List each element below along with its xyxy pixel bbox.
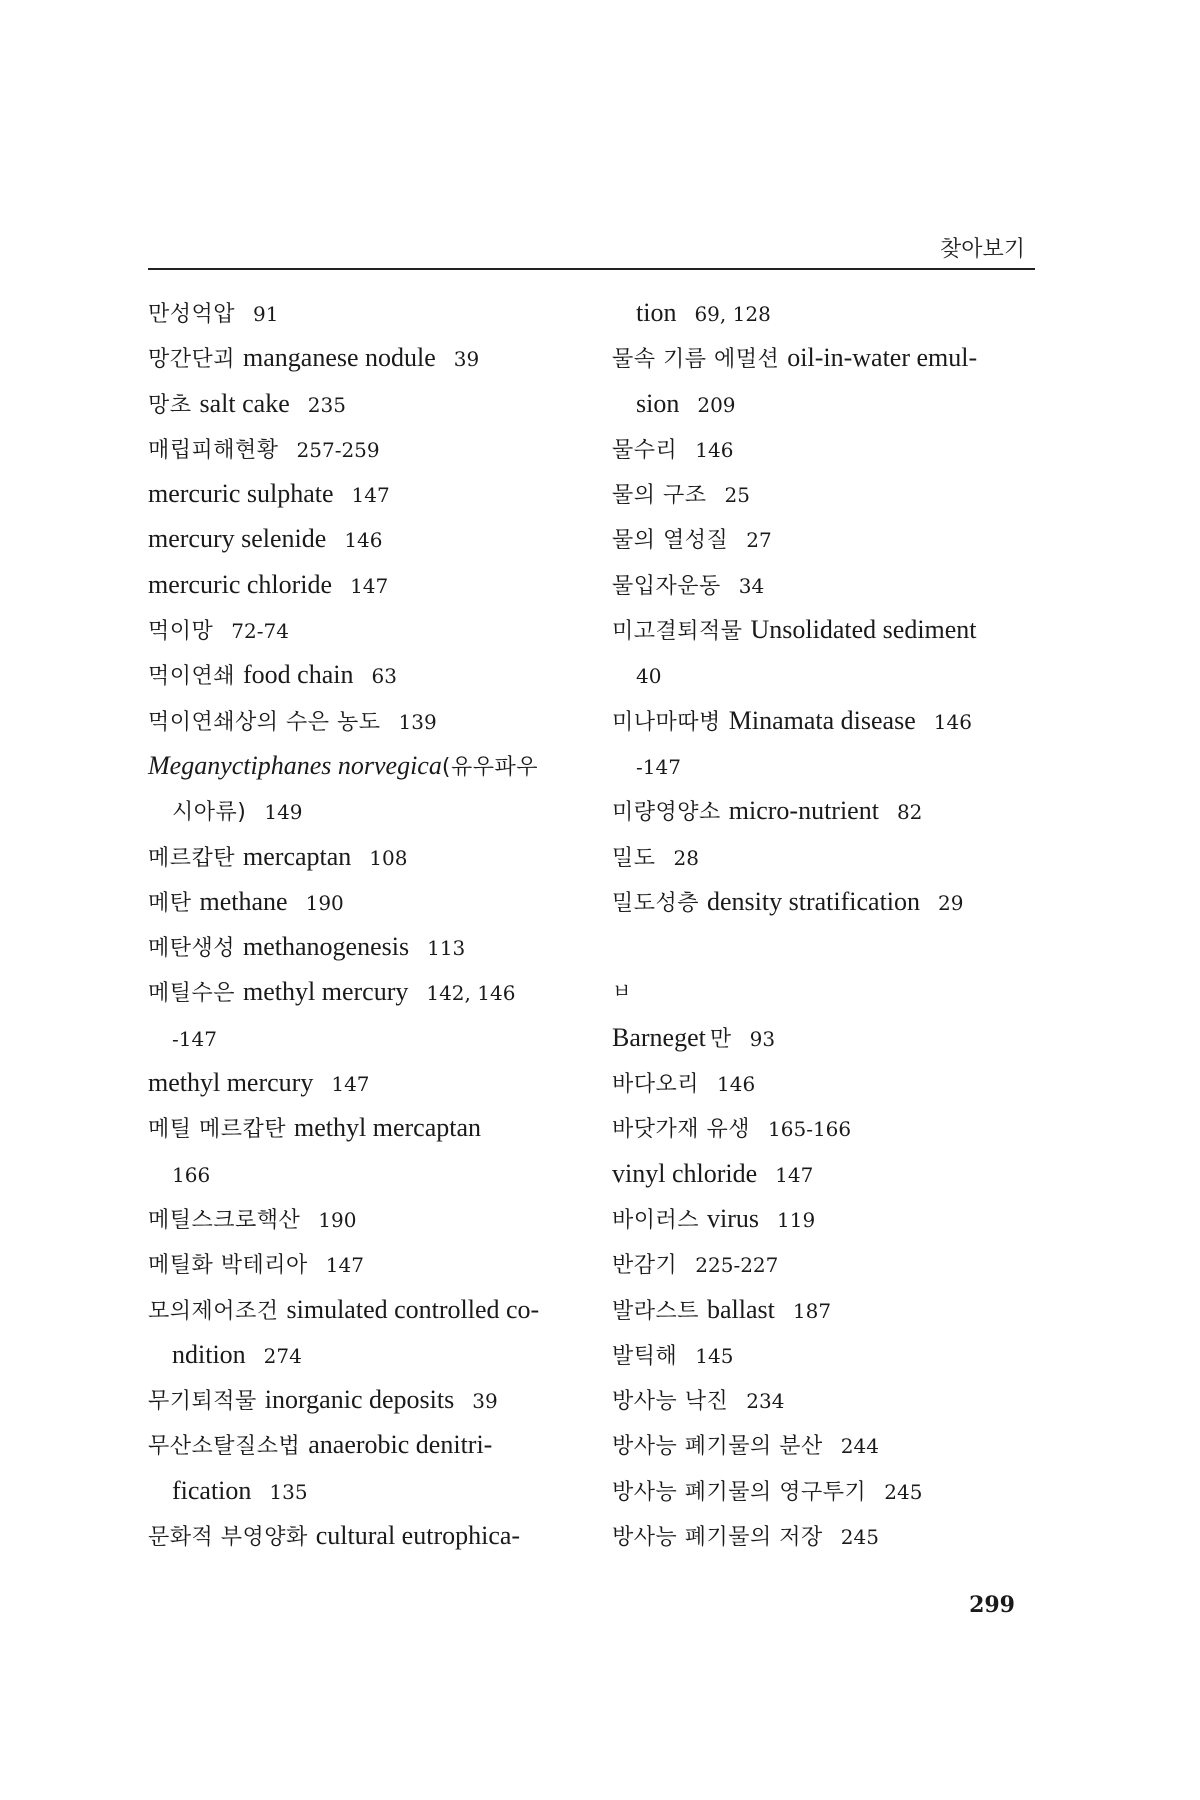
entry-page-numbers: 149 — [264, 800, 303, 825]
index-entry — [612, 879, 1042, 924]
index-entry — [148, 1287, 578, 1332]
index-entry — [612, 743, 1042, 788]
index-entry — [612, 1151, 1042, 1196]
entry-page-numbers: 91 — [253, 302, 279, 326]
entry-page-numbers: 135 — [269, 1479, 308, 1504]
entry-korean-term: 바이러스 — [612, 1207, 700, 1233]
entry-korean-term: 발라스트 — [612, 1298, 700, 1324]
entry-english-term: Minamata disease — [728, 705, 916, 735]
entry-english-term: mercaptan — [243, 841, 352, 871]
entry-korean-term: 무산소탈질소법 — [148, 1434, 301, 1460]
index-entry — [148, 290, 578, 335]
entry-english-term: mercury selenide — [148, 524, 327, 554]
entry-page-numbers: 190 — [318, 1207, 357, 1232]
entry-page-numbers: 147 — [331, 1072, 370, 1097]
running-header: 찾아보기 — [939, 237, 1025, 262]
entry-korean-term: 메틸 메르캅탄 — [148, 1117, 287, 1143]
entry-page-numbers: 147 — [325, 1253, 364, 1278]
entry-english-term: mercuric sulphate — [148, 479, 334, 509]
entry-english-term: methyl mercury — [148, 1068, 314, 1098]
entry-page-numbers: 113 — [427, 936, 466, 961]
page-number: 299 — [969, 1592, 1015, 1618]
index-entry — [148, 1422, 578, 1467]
entry-page-numbers: 29 — [938, 890, 964, 915]
index-entry — [148, 698, 578, 743]
index-entry — [148, 1241, 578, 1286]
entry-page-numbers: 28 — [673, 845, 699, 870]
entry-english-term: methane — [199, 886, 288, 916]
entry-page-numbers: 40 — [636, 664, 662, 689]
index-entry — [148, 1015, 578, 1060]
entry-korean-term: 매립피해현황 — [148, 437, 279, 463]
entry-english-term: tion — [636, 298, 677, 327]
entry-page-numbers: 147 — [775, 1162, 814, 1187]
index-entry — [612, 335, 1042, 380]
entry-korean-term: 모의제어조건 — [148, 1298, 279, 1324]
index-entry — [148, 969, 578, 1014]
entry-page-numbers: 166 — [172, 1162, 211, 1187]
entry-page-numbers: 187 — [792, 1298, 832, 1323]
entry-page-numbers: 108 — [369, 845, 408, 870]
index-entry — [612, 1422, 1042, 1467]
entry-page-numbers: 82 — [896, 800, 923, 825]
entry-korean-suffix: 만 — [709, 1026, 732, 1052]
index-entry — [612, 516, 1042, 561]
entry-page-numbers: 63 — [371, 664, 397, 689]
entry-korean-term: 메틸화 박테리아 — [148, 1253, 308, 1279]
entry-page-numbers: 225-227 — [695, 1253, 779, 1278]
index-entry — [148, 652, 578, 697]
entry-page-numbers: 25 — [724, 483, 750, 508]
index-entry — [612, 1377, 1042, 1422]
entry-page-numbers: -147 — [172, 1026, 217, 1051]
index-entry — [612, 1196, 1042, 1241]
entry-page-numbers: 147 — [350, 573, 389, 598]
entry-page-numbers: 245 — [884, 1479, 923, 1504]
entry-english-term: sion — [636, 388, 680, 418]
entry-korean-term: 물의 열성질 — [612, 528, 729, 554]
entry-korean-term: 방사능 폐기물의 영구투기 — [612, 1479, 867, 1505]
entry-page-numbers: 146 — [717, 1072, 756, 1097]
index-entry — [148, 1513, 578, 1558]
index-entry — [612, 290, 1042, 335]
entry-korean-term: 먹이연쇄 — [148, 664, 236, 690]
entry-page-numbers: 245 — [840, 1525, 879, 1550]
header-divider — [148, 268, 1035, 270]
entry-english-term: density stratification — [707, 886, 921, 916]
entry-page-numbers: 244 — [840, 1434, 879, 1459]
entry-english-term: Unsolidated sediment — [750, 615, 977, 645]
entry-page-numbers: 190 — [305, 890, 344, 915]
entry-korean-term: 문화적 부영양화 — [148, 1525, 308, 1551]
entry-page-numbers: 72-74 — [231, 619, 289, 644]
entry-korean-term: 메틸수은 — [148, 981, 236, 1007]
entry-korean-term: 바다오리 — [612, 1072, 700, 1098]
index-column-right — [612, 290, 1042, 1558]
entry-korean-term: 메틸스크로핵산 — [148, 1207, 301, 1233]
entry-korean-term: 물속 기름 에멀션 — [612, 347, 780, 373]
index-section-heading: ㅂ — [612, 979, 632, 1004]
entry-korean-term: 무기퇴적물 — [148, 1389, 257, 1415]
entry-korean-term: 망간단괴 — [148, 347, 236, 373]
index-entry — [612, 1015, 1042, 1060]
entry-korean-term: 메탄 — [148, 890, 192, 916]
entry-page-numbers: 39 — [472, 1389, 498, 1414]
entry-english-term: simulated controlled co- — [286, 1294, 540, 1324]
entry-korean-term: 물입자운동 — [612, 573, 721, 599]
entry-page-numbers: 235 — [307, 392, 346, 417]
entry-korean-term: 미량영양소 — [612, 800, 721, 826]
entry-english-term: salt cake — [199, 388, 290, 418]
entry-english-term: methyl mercaptan — [294, 1113, 481, 1143]
entry-korean-term: 물의 구조 — [612, 483, 707, 509]
entry-korean-term: 발틱해 — [612, 1343, 678, 1369]
index-entry — [148, 426, 578, 471]
entry-english-term: vinyl chloride — [612, 1158, 758, 1188]
entry-page-numbers: 142, 146 — [426, 981, 516, 1006]
index-entry — [612, 834, 1042, 879]
entry-english-term: methanogenesis — [243, 932, 410, 962]
index-entry — [148, 924, 578, 969]
entry-page-numbers: 274 — [263, 1343, 302, 1368]
entry-page-numbers: 145 — [695, 1343, 734, 1368]
entry-page-numbers: 146 — [933, 709, 972, 734]
index-entry — [148, 1060, 578, 1105]
index-entry — [612, 1060, 1042, 1105]
index-entry — [148, 743, 578, 788]
index-entry — [612, 381, 1042, 426]
index-entry — [612, 1513, 1042, 1558]
entry-page-numbers: 147 — [351, 483, 390, 508]
entry-korean-suffix: (유우파우 — [441, 754, 538, 780]
index-entry — [148, 381, 578, 426]
index-entry — [148, 471, 578, 516]
entry-korean-term: 밀도성층 — [612, 890, 700, 916]
index-entry — [612, 1468, 1042, 1513]
entry-page-numbers: 119 — [777, 1207, 816, 1232]
entry-english-term: ballast — [707, 1294, 775, 1324]
index-entry — [148, 607, 578, 652]
index-entry — [148, 1377, 578, 1422]
index-entry — [148, 1105, 578, 1150]
entry-english-term: cultural eutrophica- — [315, 1521, 521, 1551]
index-entry — [148, 879, 578, 924]
entry-page-numbers: 34 — [738, 573, 765, 598]
index-entry — [612, 471, 1042, 516]
index-entry — [612, 1241, 1042, 1286]
entry-korean-term: 시아류) — [172, 800, 247, 826]
entry-english-term: oil-in-water emul- — [787, 343, 978, 373]
entry-korean-term: 방사능 폐기물의 분산 — [612, 1434, 823, 1460]
index-entry — [612, 562, 1042, 607]
index-entry — [148, 562, 578, 607]
entry-korean-term: 만성억압 — [148, 302, 236, 327]
index-entry — [612, 788, 1042, 833]
entry-korean-term: 미고결퇴적물 — [612, 619, 743, 645]
entry-korean-term: 바닷가재 유생 — [612, 1117, 751, 1143]
entry-english-term: Barneget — [612, 1022, 706, 1052]
entry-page-numbers: 209 — [697, 392, 736, 417]
entry-korean-term: 방사능 폐기물의 저장 — [612, 1525, 823, 1551]
entry-korean-term: 망초 — [148, 392, 192, 418]
entry-english-term: fication — [172, 1475, 252, 1505]
entry-page-numbers: 69, 128 — [694, 302, 771, 326]
index-entry — [612, 1287, 1042, 1332]
entry-page-numbers: 146 — [344, 528, 383, 553]
entry-korean-term: 메탄생성 — [148, 936, 236, 962]
entry-page-numbers: 27 — [746, 528, 772, 553]
entry-english-term: methyl mercury — [243, 977, 409, 1007]
index-entry — [612, 426, 1042, 471]
index-entry — [148, 1332, 578, 1377]
entry-english-term: micro-nutrient — [728, 796, 879, 826]
index-entry — [148, 516, 578, 561]
entry-korean-term: 밀도 — [612, 845, 656, 871]
entry-english-term: virus — [707, 1203, 760, 1233]
index-entry — [612, 1332, 1042, 1377]
index-entry — [148, 1151, 578, 1196]
entry-korean-term: 먹이망 — [148, 619, 214, 645]
index-entry — [148, 834, 578, 879]
entry-korean-term: 방사능 낙진 — [612, 1389, 729, 1415]
index-entry — [612, 652, 1042, 697]
index-column-left — [148, 290, 578, 1558]
entry-english-term: mercuric chloride — [148, 569, 333, 599]
entry-english-term: manganese nodule — [243, 343, 436, 373]
index-entry — [148, 1196, 578, 1241]
entry-korean-term: 먹이연쇄상의 수은 농도 — [148, 709, 381, 735]
index-entry — [612, 1105, 1042, 1150]
entry-page-numbers: 39 — [453, 347, 480, 372]
index-spacer — [612, 924, 1042, 969]
entry-english-term: food chain — [243, 660, 354, 690]
entry-korean-term: 메르캅탄 — [148, 845, 236, 871]
entry-english-term: ndition — [172, 1339, 246, 1369]
index-entry — [612, 698, 1042, 743]
entry-page-numbers: 93 — [749, 1026, 776, 1051]
index-entry — [148, 335, 578, 380]
entry-korean-term: 반감기 — [612, 1253, 678, 1279]
entry-english-term: Meganyctiphanes norvegica — [148, 750, 442, 780]
entry-english-term: anaerobic denitri- — [308, 1430, 493, 1460]
index-entry — [148, 788, 578, 833]
entry-page-numbers: 257-259 — [296, 437, 380, 462]
entry-page-numbers: 139 — [398, 709, 437, 734]
entry-korean-term: 미나마따병 — [612, 709, 721, 735]
entry-page-numbers: 165-166 — [768, 1117, 852, 1142]
index-entry — [612, 607, 1042, 652]
entry-page-numbers: -147 — [636, 754, 681, 779]
entry-page-numbers: 234 — [746, 1389, 785, 1414]
entry-english-term: inorganic deposits — [264, 1385, 455, 1415]
entry-page-numbers: 146 — [695, 437, 734, 462]
entry-korean-term: 물수리 — [612, 437, 678, 463]
index-entry — [148, 1468, 578, 1513]
